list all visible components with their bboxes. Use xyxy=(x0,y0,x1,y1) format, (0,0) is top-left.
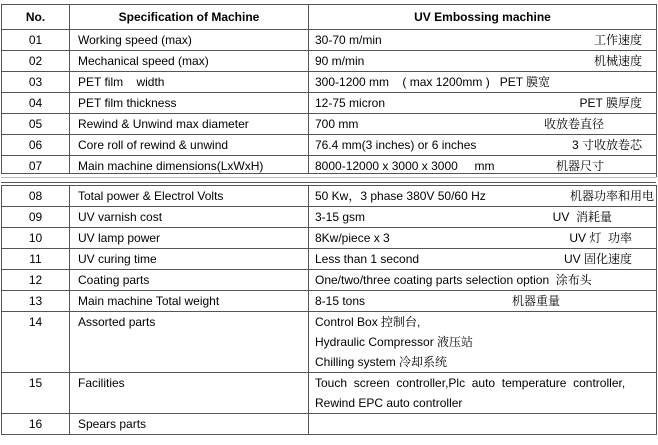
table-row xyxy=(2,72,657,93)
row-value: 700 mm 收放卷直径 xyxy=(309,114,657,135)
table-row xyxy=(2,373,657,414)
table-row xyxy=(2,186,657,207)
row-zh: UV 灯 功率 xyxy=(569,231,632,245)
row-no: 03 xyxy=(2,72,70,93)
row-spec: UV lamp power xyxy=(70,228,309,249)
row-zh: 收放卷直径 xyxy=(543,117,604,131)
row-spec: PET film width xyxy=(70,72,309,93)
row-no: 04 xyxy=(2,93,70,114)
row-value: 8Kw/piece x 3 UV 灯 功率 xyxy=(309,228,657,249)
row-no: 10 xyxy=(2,228,70,249)
row-spec: Total power & Electrol Volts xyxy=(70,186,309,207)
assorted-line: Control Box 控制台, xyxy=(315,315,421,329)
row-value: 300-1200 mm ( max 1200mm ) PET 膜宽 xyxy=(309,72,657,93)
row-value xyxy=(309,414,657,435)
row-spec: Coating parts xyxy=(70,270,309,291)
row-value: 12-75 micron PET 膜厚度 xyxy=(309,93,657,114)
table-row xyxy=(2,414,657,435)
row-spec: Facilities xyxy=(70,373,309,414)
table-row xyxy=(2,114,657,135)
row-zh: 机器功率和用电 xyxy=(569,189,654,203)
table-row xyxy=(2,207,657,228)
row-no: 05 xyxy=(2,114,70,135)
row-no: 01 xyxy=(2,30,70,51)
table-row xyxy=(2,291,657,312)
row-zh: 机器重量 xyxy=(511,294,560,308)
assorted-line: Chilling system 冷却系统 xyxy=(315,355,448,369)
row-zh: 机械速度 xyxy=(593,54,642,68)
row-no: 13 xyxy=(2,291,70,312)
row-value: One/two/three coating parts selection option 涂布头 xyxy=(309,270,657,291)
facilities-line: Touch screen controller,Plc auto temperature controller, xyxy=(315,376,626,390)
row-no: 02 xyxy=(2,51,70,72)
table-row xyxy=(2,30,657,51)
row-value: 50 Kw，3 phase 380V 50/60 Hz 机器功率和用电 xyxy=(309,186,657,207)
row-spec: Main machine Total weight xyxy=(70,291,309,312)
table-row xyxy=(2,228,657,249)
row-value: 8000-12000 x 3000 x 3000 mm 机器尺寸 xyxy=(309,156,657,177)
row-zh: 3 寸收放卷芯 xyxy=(571,138,642,152)
row-spec: Spears parts xyxy=(70,414,309,435)
row-zh: UV 消耗量 xyxy=(552,210,612,224)
table-row xyxy=(2,51,657,72)
table-row xyxy=(2,249,657,270)
row-no: 11 xyxy=(2,249,70,270)
assorted-line: Hydraulic Compressor 液压站 xyxy=(315,335,474,349)
row-no: 16 xyxy=(2,414,70,435)
row-no: 06 xyxy=(2,135,70,156)
table-row xyxy=(2,93,657,114)
row-value: 76.4 mm(3 inches) or 6 inches 3 寸收放卷芯 xyxy=(309,135,657,156)
row-value: 3-15 gsm UV 消耗量 xyxy=(309,207,657,228)
row-spec: Mechanical speed (max) xyxy=(70,51,309,72)
row-zh: UV 固化速度 xyxy=(563,252,632,266)
row-spec: UV varnish cost xyxy=(70,207,309,228)
row-value xyxy=(309,373,657,414)
header-no: No. xyxy=(2,5,70,30)
row-spec: Main machine dimensions(LxWxH) xyxy=(70,156,309,177)
row-value: 8-15 tons 机器重量 xyxy=(309,291,657,312)
table-row xyxy=(2,312,657,373)
row-zh: 工作速度 xyxy=(593,33,642,47)
row-no: 07 xyxy=(2,156,70,177)
row-value: Less than 1 second UV 固化速度 xyxy=(309,249,657,270)
spec-table-bottom xyxy=(1,185,657,435)
row-value: 30-70 m/min 工作速度 xyxy=(309,30,657,51)
row-zh: PET 膜厚度 xyxy=(579,96,642,110)
row-no: 12 xyxy=(2,270,70,291)
header-spec: Specification of Machine xyxy=(70,5,309,30)
row-spec: Working speed (max) xyxy=(70,30,309,51)
row-spec: Rewind & Unwind max diameter xyxy=(70,114,309,135)
row-spec: UV curing time xyxy=(70,249,309,270)
table-row xyxy=(2,270,657,291)
header-value: UV Embossing machine xyxy=(309,5,657,30)
row-spec: PET film thickness xyxy=(70,93,309,114)
spec-table-top xyxy=(1,4,657,177)
row-value xyxy=(309,312,657,373)
row-no: 08 xyxy=(2,186,70,207)
row-spec: Assorted parts xyxy=(70,312,309,373)
facilities-line: Rewind EPC auto controller xyxy=(315,396,463,410)
row-zh: 机器尺寸 xyxy=(555,159,604,173)
row-no: 15 xyxy=(2,373,70,414)
row-no: 14 xyxy=(2,312,70,373)
page-break-divider xyxy=(1,173,656,183)
row-no: 09 xyxy=(2,207,70,228)
header-row xyxy=(2,5,657,30)
table-row xyxy=(2,135,657,156)
row-value: 90 m/min 机械速度 xyxy=(309,51,657,72)
row-spec: Core roll of rewind & unwind xyxy=(70,135,309,156)
